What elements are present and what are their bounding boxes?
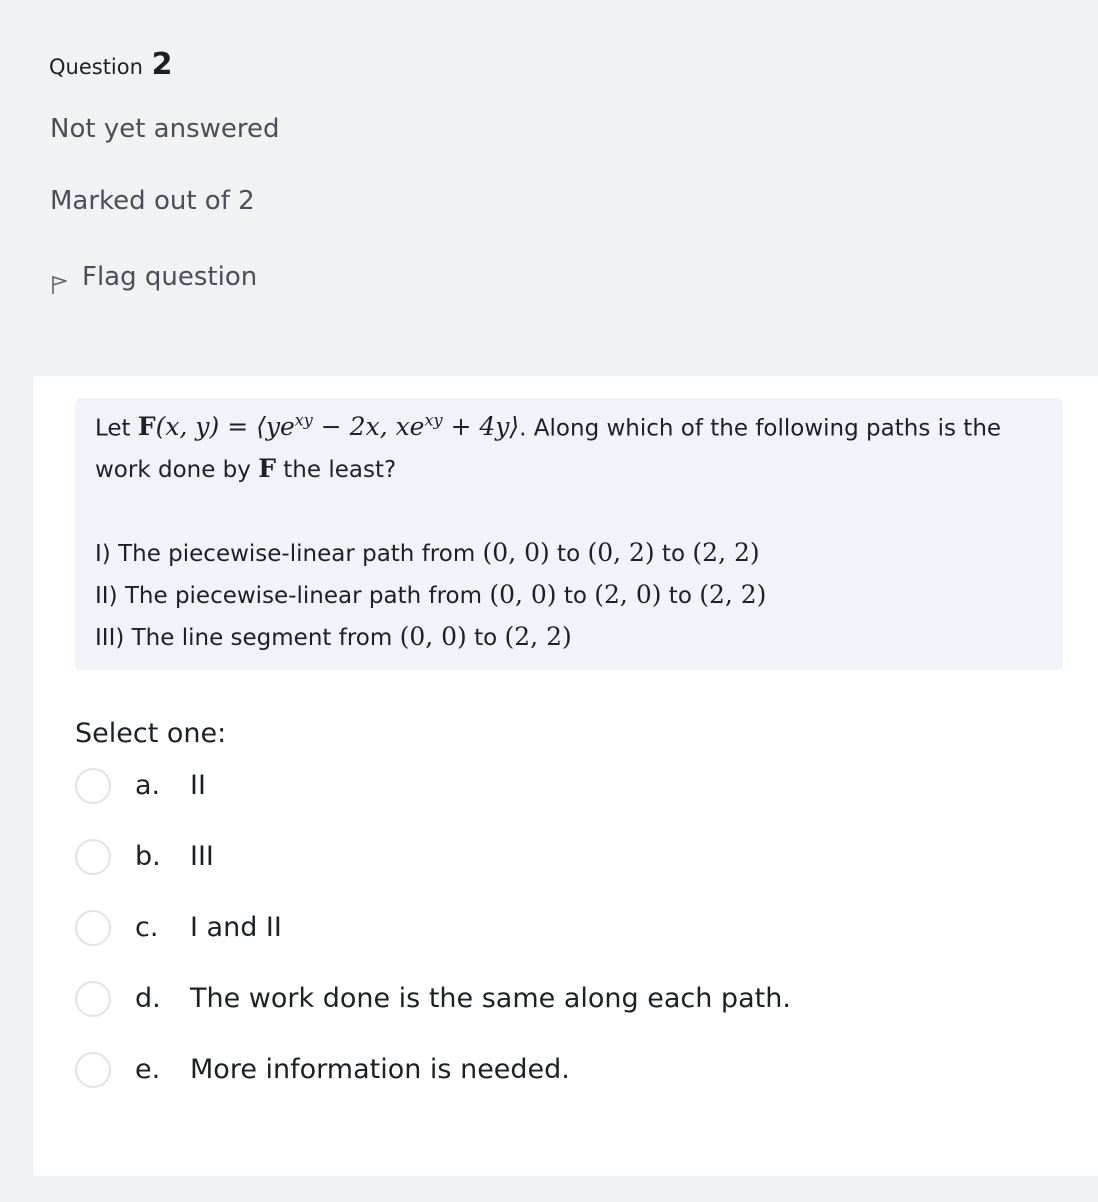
question-number	[49, 47, 173, 82]
answer-option-a[interactable]	[75, 768, 975, 808]
path-label: II) The piecewise-linear path from	[95, 583, 490, 609]
question-text: work done by	[95, 457, 259, 483]
question-content	[33, 376, 1098, 1176]
option-text[interactable]: I and II	[190, 912, 282, 943]
answer-option-c[interactable]	[75, 910, 975, 950]
question-text-box	[75, 398, 1063, 670]
math-part: + 4y⟩	[442, 412, 520, 442]
option-letter: b.	[135, 841, 161, 872]
question-grade: Marked out of 2	[50, 186, 255, 216]
option-letter: a.	[135, 770, 161, 801]
path-to: to	[556, 583, 595, 609]
option-text[interactable]: II	[190, 770, 206, 801]
question-text: Let	[95, 415, 138, 442]
point: (0, 2)	[587, 538, 655, 567]
math-part: − 2x, xe	[312, 412, 425, 442]
flag-question-link[interactable]	[50, 258, 257, 296]
option-letter: d.	[135, 983, 161, 1014]
point: (2, 0)	[594, 580, 662, 609]
radio-button[interactable]	[75, 1052, 111, 1088]
option-text[interactable]: More information is needed.	[190, 1054, 570, 1085]
point: (0, 0)	[489, 580, 557, 609]
radio-button[interactable]	[75, 910, 111, 946]
flag-icon	[50, 274, 68, 296]
point: (0, 0)	[399, 622, 467, 651]
path-label: III) The line segment from	[95, 625, 400, 651]
vector-F: F	[258, 454, 276, 483]
exponent: xy	[294, 411, 313, 430]
point: (2, 2)	[692, 538, 760, 567]
path-to: to	[466, 625, 505, 651]
path-to: to	[661, 583, 700, 609]
option-letter: e.	[135, 1054, 161, 1085]
path-1	[95, 538, 760, 567]
question-line-1	[95, 411, 1001, 441]
question-number-value: 2	[151, 47, 173, 82]
select-one-prompt: Select one:	[75, 718, 227, 749]
math-expression	[138, 412, 519, 441]
path-to: to	[654, 541, 693, 567]
radio-button[interactable]	[75, 839, 111, 875]
question-state: Not yet answered	[50, 114, 280, 144]
math-part: (x, y) = ⟨ye	[155, 412, 295, 442]
answer-option-b[interactable]	[75, 839, 975, 879]
answer-option-d[interactable]	[75, 981, 975, 1021]
radio-button[interactable]	[75, 981, 111, 1017]
option-text[interactable]: III	[190, 841, 214, 872]
path-3	[95, 622, 572, 651]
question-line-2	[95, 454, 396, 483]
question-label: Question	[49, 55, 143, 79]
answer-option-e[interactable]	[75, 1052, 975, 1092]
radio-button[interactable]	[75, 768, 111, 804]
flag-question-label: Flag question	[82, 262, 258, 292]
exponent: xy	[424, 411, 443, 430]
point: (0, 0)	[482, 538, 550, 567]
vector-F: F	[137, 412, 156, 442]
option-letter: c.	[135, 912, 159, 943]
point: (2, 2)	[699, 580, 767, 609]
option-text[interactable]: The work done is the same along each path.	[190, 983, 791, 1014]
path-to: to	[549, 541, 588, 567]
question-text: . Along which of the following paths is the	[519, 415, 1002, 442]
question-info-panel	[0, 0, 1098, 376]
path-2	[95, 580, 766, 609]
point: (2, 2)	[504, 622, 572, 651]
path-label: I) The piecewise-linear path from	[95, 541, 483, 567]
question-text: the least?	[275, 457, 397, 483]
